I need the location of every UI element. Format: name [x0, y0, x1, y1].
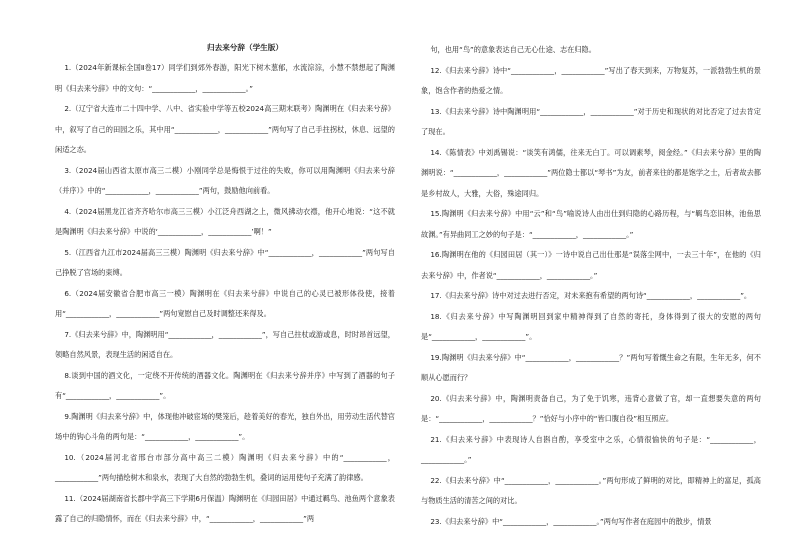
- question-item: 13.《归去来兮辞》诗中陶渊明用“____________，____________”对于历史和现状的对比否定了过去肯定了现在。: [421, 106, 761, 136]
- question-item: 11.（2024届湖南省长郡中学高三下学期6月保温）陶渊明在《归园田居》中通过羁鸟、池鱼两个意象表露了自己的归隐情怀，而在《归去来兮辞》中，“____________，____________”两: [55, 493, 395, 523]
- question-item: 4.（2024届黑龙江省齐齐哈尔市高三三模）小江泛舟西湖之上，微风拂动衣襟，他开心地说：“这不就是陶渊明《归去来兮辞》中说的‘____________，____________’啊！”: [55, 206, 395, 236]
- question-item: 6.（2024届安徽省合肥市高三一模）陶渊明在《归去来兮辞》中说自己的心灵已被形体役使，接着用“____________，____________”两句宽慰自己及时调整还来得及。: [55, 288, 395, 318]
- right-column: [421, 40, 761, 532]
- question-item: 23.《归去来兮辞》中“____________，____________。”两句写作者在庭园中的散步，情景: [430, 516, 712, 526]
- question-item: 15.陶渊明《归去来兮辞》中用“云”和“鸟”喻说诗人由出仕到归隐的心路历程，与“羁鸟恋旧林，池鱼思故渊。”有异曲同工之妙的句子是：“____________，____________。”: [421, 209, 761, 239]
- question-item: 7.《归去来兮辞》中，陶渊明用“____________，____________”，写自己拄杖或游或息，时时昂首远望，领略自然风景，表现生活的闲适自在。: [55, 329, 395, 359]
- question-item: 14.《陈情表》中刘禹锡说：“谈笑有鸿儒，往来无白丁。可以调素琴，阅金经。”《归去来兮辞》里的陶渊明说：“____________，____________”两位隐士都以“琴书”为友，前者来往的都是饱学之士，后者故去都是乡村故人，大雅，大俗，殊途同归。: [421, 147, 761, 198]
- question-item: 9.陶渊明《归去来兮辞》中，体现他冲破宦场的樊笼后，趁着美好的春光，独自外出，用劳动生活代替官场中的钩心斗角的两句是：“____________，____________”。: [55, 411, 395, 441]
- question-item: 17.《归去来兮辞》诗中对过去进行否定，对未来抱有希望的两句诗“____________，____________”。: [430, 291, 752, 300]
- question-item: 3.（2024届山西省太原市高三二模）小刚同学总是悔恨于过往的失败，你可以用陶渊明《归去来兮辞（并序）》中的“____________，____________”两句，鼓励他向前看。: [55, 165, 395, 195]
- right-question-list: [421, 40, 761, 532]
- left-column: [55, 41, 395, 530]
- question-item: 21.《归去来兮辞》中表现诗人自斟自酌，享受室中之乐，心情很愉快的句子是：“____________，____________。”: [421, 434, 761, 464]
- question-item: 句，也用“鸟”的意象表达自己无心仕途、志在归隐。: [430, 45, 596, 54]
- page-title: 归去来兮辞（学生版）: [207, 43, 283, 52]
- question-item: 1.（2024年新课标全国Ⅱ卷17）同学们到郊外春游，阳光下树木葱郁，水流淙淙，小慧不禁想起了陶渊明《归去来兮辞》中的文句：“____________，____________。”: [55, 63, 395, 93]
- question-item: 22.《归去来兮辞》中“____________，____________。”两句形成了鲜明的对比，即精神上的富足，孤高与物质生活的清苦之间的对比。: [421, 475, 761, 505]
- left-question-list: [55, 58, 395, 530]
- question-item: 16.陶渊明在他的《归园田居（其一）》一诗中说自己出仕那是“误落尘网中，一去三十年”，在他的《归去来兮辞》中，作者说“____________，____________。”: [421, 250, 761, 280]
- question-item: 10.（2024届河北省邢台市部分高中高三二模）陶渊明《归去来兮辞》中的“____________，____________”两句描绘树木和泉水，表现了大自然的勃勃生机，叠词的运用使句子充满了韵律感。: [55, 452, 395, 482]
- question-item: 20.《归去来兮辞》中，陶渊明责备自己，为了免于饥寒，违背心意做了官，却一直想要失意的两句是：“____________，____________？”恰好与小序中的“皆口腹自役”相互照应。: [421, 393, 761, 423]
- question-item: 18.《归去来兮辞》中写陶渊明回到家中精神得到了自然的寄托，身体得到了很大的安慰的两句是“____________，____________”。: [421, 311, 761, 341]
- question-item: 19.陶渊明《归去来兮辞》中“____________，____________？”两句写着慨生命之有限，生年无多，何不顺从心愿而行？: [421, 352, 761, 382]
- question-item: 5.（江西省九江市2024届高三三模）陶渊明《归去来兮辞》中“____________，____________”两句写自己挣脱了官场的束缚。: [55, 247, 395, 277]
- question-item: 8.谈到中国的酒文化，一定绕不开传统的酒器文化。陶渊明在《归去来兮辞并序》中写到了酒器的句子有“____________，____________”。: [55, 370, 395, 400]
- question-item: 12.《归去来兮辞》诗中“____________，____________”写出了春天到来，万物复苏，一派勃勃生机的景象，饱含作者的热爱之情。: [421, 65, 761, 95]
- question-item: 2.（辽宁省大连市二十四中学、八中、省实验中学等五校2024高三期末联考）陶渊明在《归去来兮辞》中，叙写了自己的田园之乐，其中用“____________，____________”两句写了自己手拄拐杖，休息、远望的闲适之态。: [55, 104, 395, 154]
